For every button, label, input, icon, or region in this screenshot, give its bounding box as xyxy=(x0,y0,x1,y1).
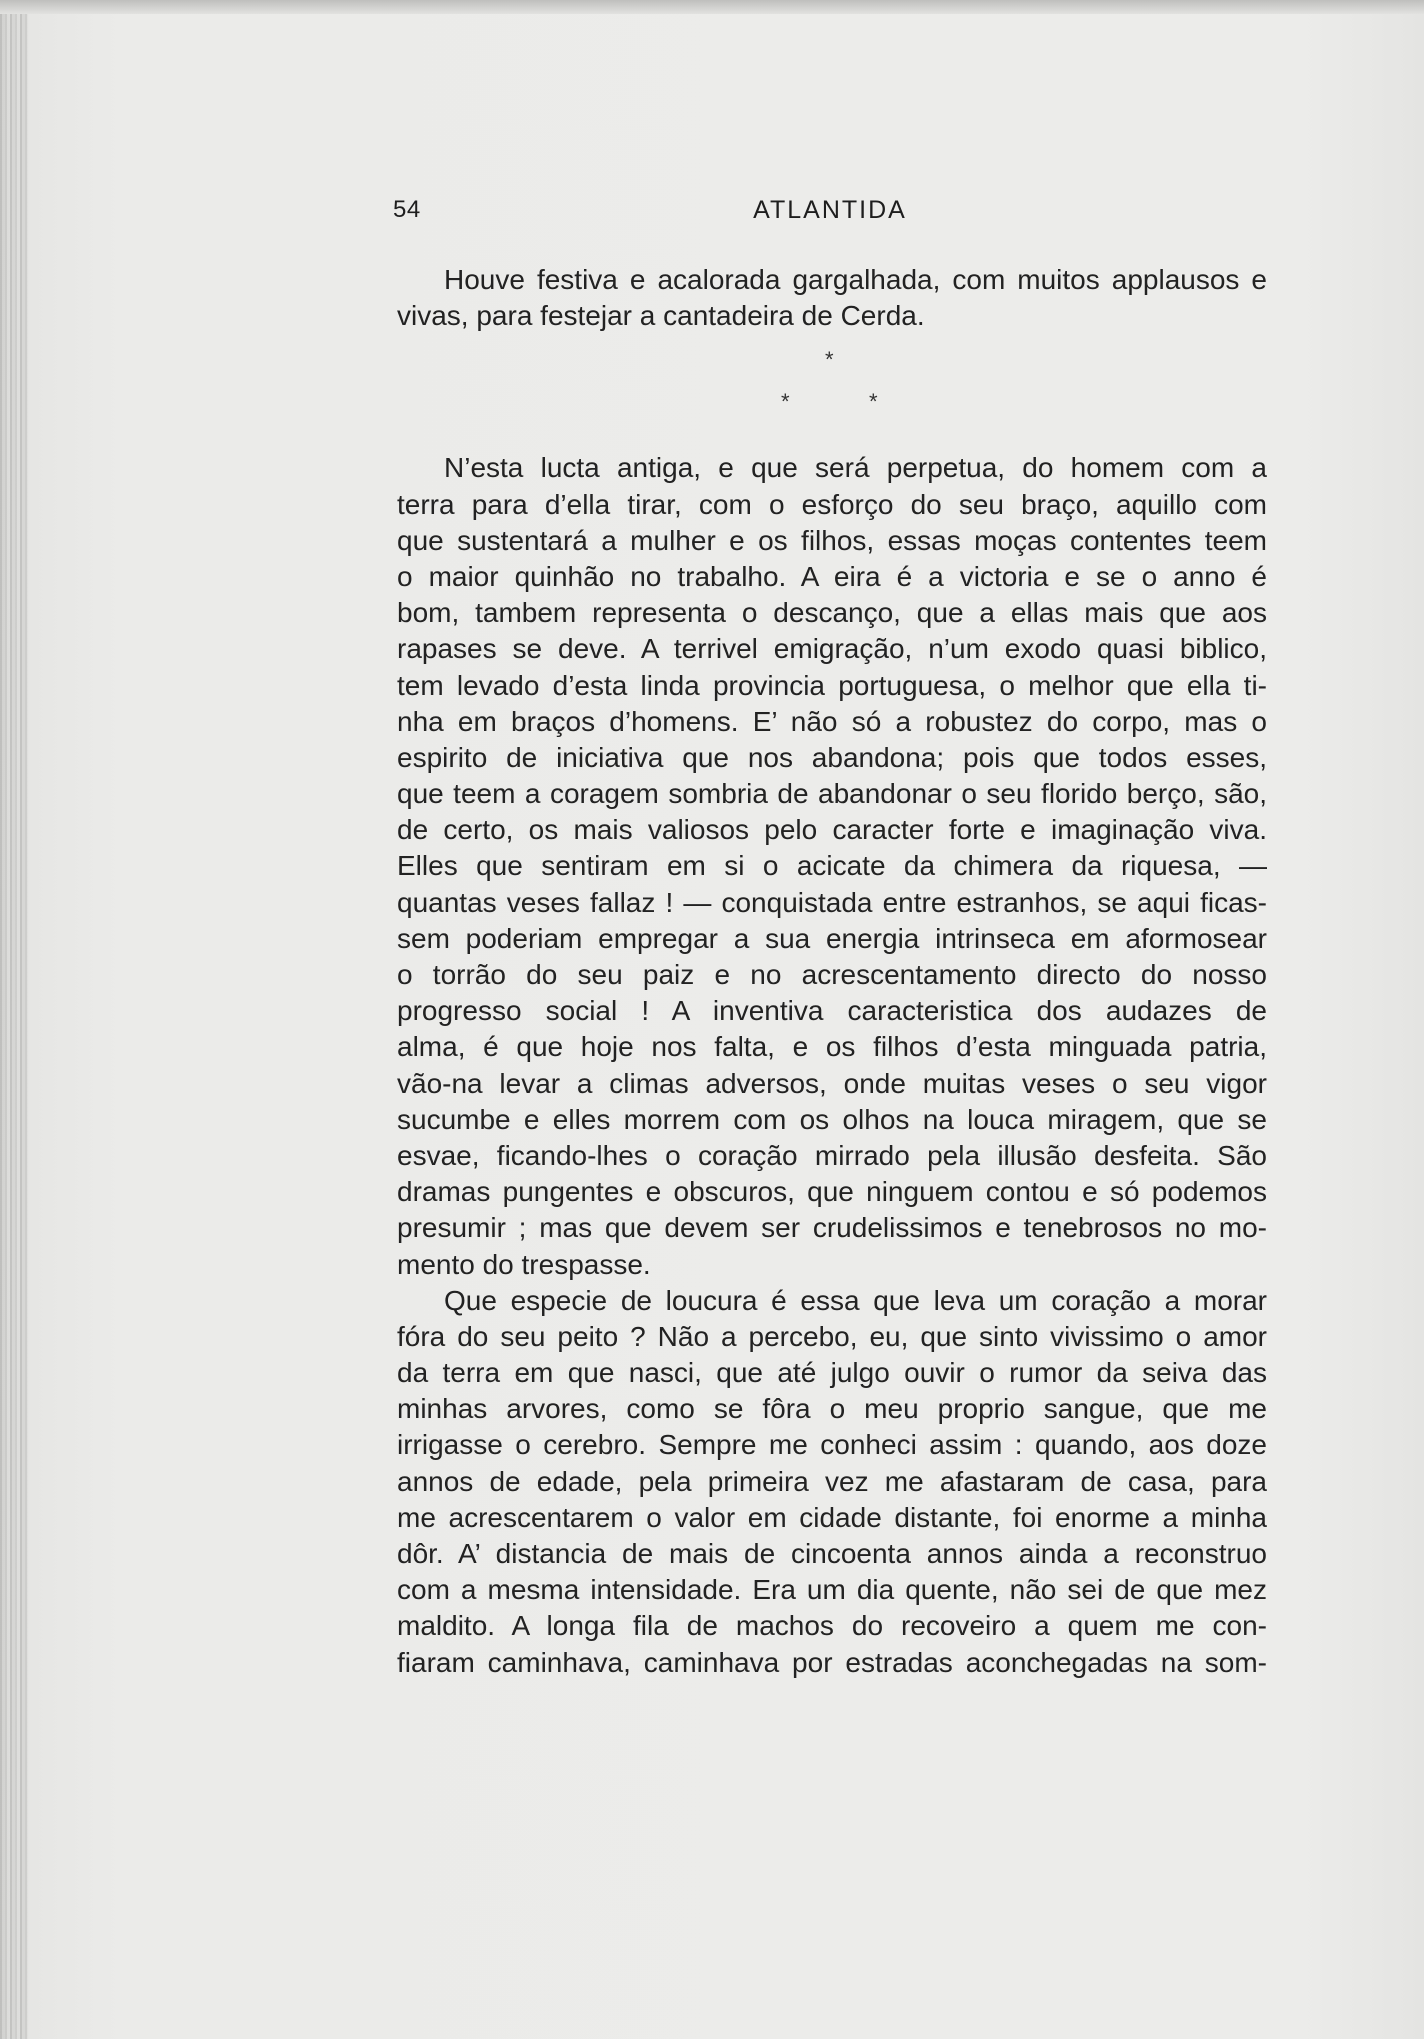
text-line: me acrescentarem o valor em cidade distante, foi enorme a minha xyxy=(397,1501,1267,1533)
text-line: tem levado d’esta linda provincia portuguesa, o melhor que ella ti- xyxy=(397,669,1267,701)
text-line: presumir ; mas que devem ser crudelissimos e tenebrosos no mo- xyxy=(397,1212,1267,1244)
text-line: que sustentará a mulher e os filhos, essas moças contentes teem xyxy=(397,524,1267,556)
text-line: espirito de iniciativa que nos abandona; pois que todos esses, xyxy=(397,741,1267,773)
text-line: nha em braços d’homens. E’ não só a robustez do corpo, mas o xyxy=(397,705,1267,737)
text-line: o torrão do seu paiz e no acrescentamento directo do nosso xyxy=(397,959,1267,990)
text-line: vão-na levar a climas adversos, onde muitas veses o seu vigor xyxy=(397,1067,1267,1099)
text-line: fiaram caminhava, caminhava por estradas aconchegadas na som- xyxy=(397,1646,1267,1678)
page-header xyxy=(393,196,1267,236)
text-line: N’esta lucta antiga, e que será perpetua, do homem com a xyxy=(444,452,1267,484)
section-separator xyxy=(397,336,1267,446)
asterisk-ornament: * xyxy=(825,347,834,373)
text-line: Houve festiva e acalorada gargalhada, com muitos applausos e xyxy=(444,264,1267,295)
text-line: dramas pungentes e obscuros, que ninguem contou e só podemos xyxy=(397,1176,1267,1208)
text-line: de certo, os mais valiosos pelo caracter forte e imaginação viva. xyxy=(397,814,1267,846)
body-text xyxy=(397,262,1267,1681)
text-line: quantas veses fallaz ! — conquistada entre estranhos, se aqui ficas- xyxy=(397,886,1267,918)
text-line: da terra em que nasci, que até julgo ouvir o rumor da seiva das xyxy=(397,1357,1267,1389)
text-line: terra para d’ella tirar, com o esforço do seu braço, aquillo com xyxy=(397,488,1267,520)
text-line: maldito. A longa fila de machos do recoveiro a quem me con- xyxy=(397,1610,1267,1642)
text-line: sem poderiam empregar a sua energia intrinseca em aformosear xyxy=(397,922,1267,954)
text-line: alma, é que hoje nos falta, e os filhos d’esta minguada patria, xyxy=(397,1031,1267,1063)
text-line: minhas arvores, como se fôra o meu proprio sangue, que me xyxy=(397,1393,1267,1425)
text-line: o maior quinhão no trabalho. A eira é a victoria e se o anno é xyxy=(397,560,1267,592)
text-line: progresso social ! A inventiva caracteristica dos audazes de xyxy=(397,995,1267,1027)
asterisk-ornament: * xyxy=(781,389,790,415)
text-line: vivas, para festejar a cantadeira de Cerda. xyxy=(397,300,925,332)
text-line: que teem a coragem sombria de abandonar o seu florido berço, são, xyxy=(397,778,1267,810)
text-line: annos de edade, pela primeira vez me afastaram de casa, para xyxy=(397,1465,1267,1497)
page-binding-edge xyxy=(0,0,28,2039)
text-line: esvae, ficando-lhes o coração mirrado pela illusão desfeita. São xyxy=(397,1139,1267,1171)
page-top-edge xyxy=(0,0,1424,14)
paragraph-3 xyxy=(397,1283,1267,1681)
asterisk-ornament: * xyxy=(869,389,878,415)
text-line: irrigasse o cerebro. Sempre me conheci assim : quando, aos doze xyxy=(397,1429,1267,1461)
text-line: sucumbe e elles morrem com os olhos na louca miragem, que se xyxy=(397,1103,1267,1135)
paragraph-2 xyxy=(397,450,1267,1282)
text-line: mento do trespasse. xyxy=(397,1248,651,1280)
text-line: Elles que sentiram em si o acicate da chimera da riquesa, — xyxy=(397,850,1267,882)
text-line: Que especie de loucura é essa que leva um coração a morar xyxy=(444,1284,1267,1316)
running-title: ATLANTIDA xyxy=(753,196,907,224)
page-number: 54 xyxy=(393,196,421,223)
text-line: com a mesma intensidade. Era um dia quente, não sei de que mez xyxy=(397,1574,1267,1606)
text-line: rapases se deve. A terrivel emigração, n’um exodo quasi biblico, xyxy=(397,633,1267,665)
text-line: dôr. A’ distancia de mais de cincoenta annos ainda a reconstruo xyxy=(397,1538,1267,1569)
paragraph-1 xyxy=(397,262,1267,334)
text-line: fóra do seu peito ? Não a percebo, eu, que sinto vivissimo o amor xyxy=(397,1320,1267,1352)
text-line: bom, tambem representa o descanço, que a ellas mais que aos xyxy=(397,597,1267,629)
